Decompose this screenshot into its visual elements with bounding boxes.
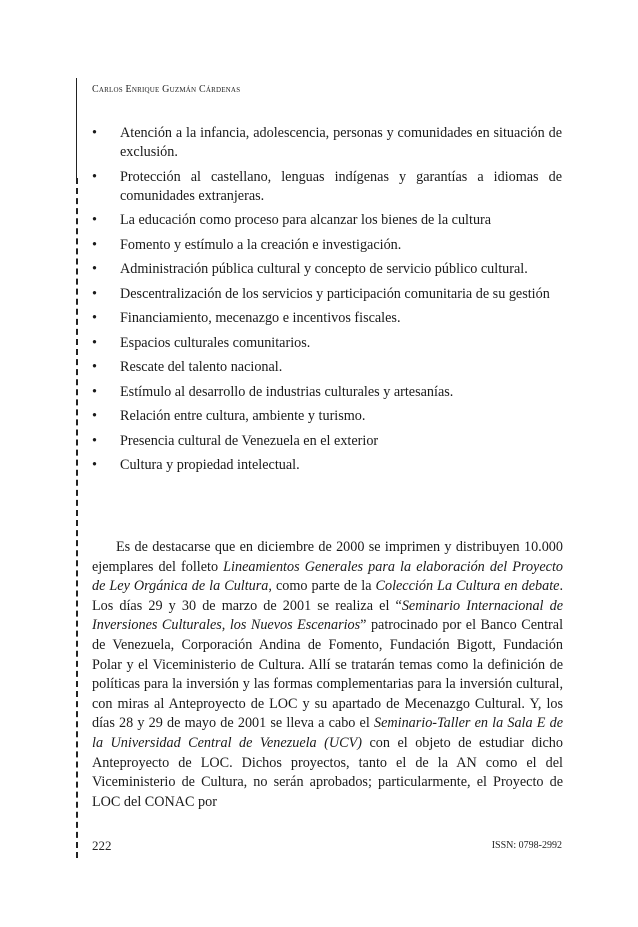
paragraph-text: con el objeto de estudiar dicho Anteproyecto de LOC. Dichos proyectos, tanto el de la AN como el del Viceministerio de Cultura, no serán aprobados; particularmente, el Proyecto de LOC del CONAC por — [92, 734, 563, 810]
issn-label: ISSN: 0798-2992 — [491, 840, 562, 851]
bullet-icon: • — [92, 432, 97, 449]
list-item — [92, 358, 562, 377]
italic-title: Colección La Cultura en debate — [375, 578, 560, 595]
paragraph-text: . Los días 29 y 30 de marzo de 2001 se realiza el “ — [92, 578, 563, 614]
list-item — [92, 211, 562, 230]
bullet-list — [92, 124, 562, 481]
list-item — [92, 285, 562, 304]
bullet-icon: • — [92, 125, 97, 141]
list-item-text: Atención a la infancia, adolescencia, personas y comunidades en situación de exclusión. — [120, 125, 562, 160]
list-item-text: Relación entre cultura, ambiente y turismo. — [120, 408, 366, 424]
list-item — [92, 432, 562, 451]
list-item-text: Administración pública cultural y concepto de servicio público cultural. — [120, 261, 528, 277]
list-item — [92, 309, 562, 328]
bullet-icon: • — [92, 383, 97, 400]
list-item — [92, 124, 562, 162]
list-item — [92, 260, 562, 279]
bullet-icon: • — [92, 310, 97, 326]
list-item-text: Protección al castellano, lenguas indígenas y garantías a idiomas de comunidades extranjeras. — [120, 168, 562, 204]
italic-title: Seminario Internacional de Inversiones Culturales, los Nuevos Escenarios — [92, 597, 563, 634]
page-number: 222 — [92, 838, 112, 853]
list-item-text: Cultura y propiedad intelectual. — [120, 457, 300, 473]
bullet-icon: • — [92, 261, 97, 277]
bullet-icon: • — [92, 236, 97, 253]
body-paragraph — [92, 538, 563, 812]
list-item-text: Fomento y estímulo a la creación e investigación. — [120, 236, 402, 253]
paragraph-text: , como parte de la — [268, 578, 376, 595]
bullet-icon: • — [92, 334, 97, 351]
list-item-text: La educación como proceso para alcanzar los bienes de la cultura — [120, 212, 492, 228]
list-item-text: Presencia cultural de Venezuela en el exterior — [120, 432, 379, 449]
list-item — [92, 456, 562, 475]
list-item — [92, 383, 562, 402]
bullet-icon: • — [92, 457, 97, 473]
list-item — [92, 407, 562, 426]
running-header: Carlos Enrique Guzmán Cárdenas — [92, 84, 241, 95]
bullet-icon: • — [92, 168, 97, 185]
bullet-icon: • — [92, 285, 97, 302]
paragraph-text: ” patrocinado por el Banco Central de Venezuela, Corporación Andina de Fomento, Fundación Bigott, Fundación Polar y el Viceministerio de Cultura. Allí se tratarán temas como la definición de políticas para la inversión y las formas complementarias para la inversión cultural, con miras al Anteproyecto de LOC y su apartado de Mecenazgo Cultural. Y, los días 28 y 29 de mayo de 2001 se lleva a cabo el — [92, 617, 564, 732]
list-item — [92, 168, 562, 206]
list-item — [92, 334, 562, 353]
paragraph-text: Es de destacarse que en diciembre de 2000 se imprimen y distribuyen 10.000 ejemplares del folleto — [92, 539, 563, 575]
list-item — [92, 236, 562, 255]
list-item-text: Estímulo al desarrollo de industrias culturales y artesanías. — [120, 383, 454, 400]
bullet-icon: • — [92, 212, 97, 228]
italic-title: Seminario-Taller en la Sala E de la Universidad Central de Venezuela (UCV) — [92, 715, 563, 751]
italic-title: Lineamientos Generales para la elaboración del Proyecto de Ley Orgánica de la Cultura — [92, 558, 563, 595]
margin-rule-dashed — [76, 178, 78, 858]
bullet-icon: • — [92, 408, 97, 424]
list-item-text: Descentralización de los servicios y participación comunitaria de su gestión — [120, 285, 550, 302]
list-item-text: Rescate del talento nacional. — [120, 359, 283, 375]
margin-rule-solid — [76, 78, 77, 178]
bullet-icon: • — [92, 359, 97, 375]
list-item-text: Financiamiento, mecenazgo e incentivos fiscales. — [120, 310, 401, 326]
list-item-text: Espacios culturales comunitarios. — [120, 334, 311, 351]
